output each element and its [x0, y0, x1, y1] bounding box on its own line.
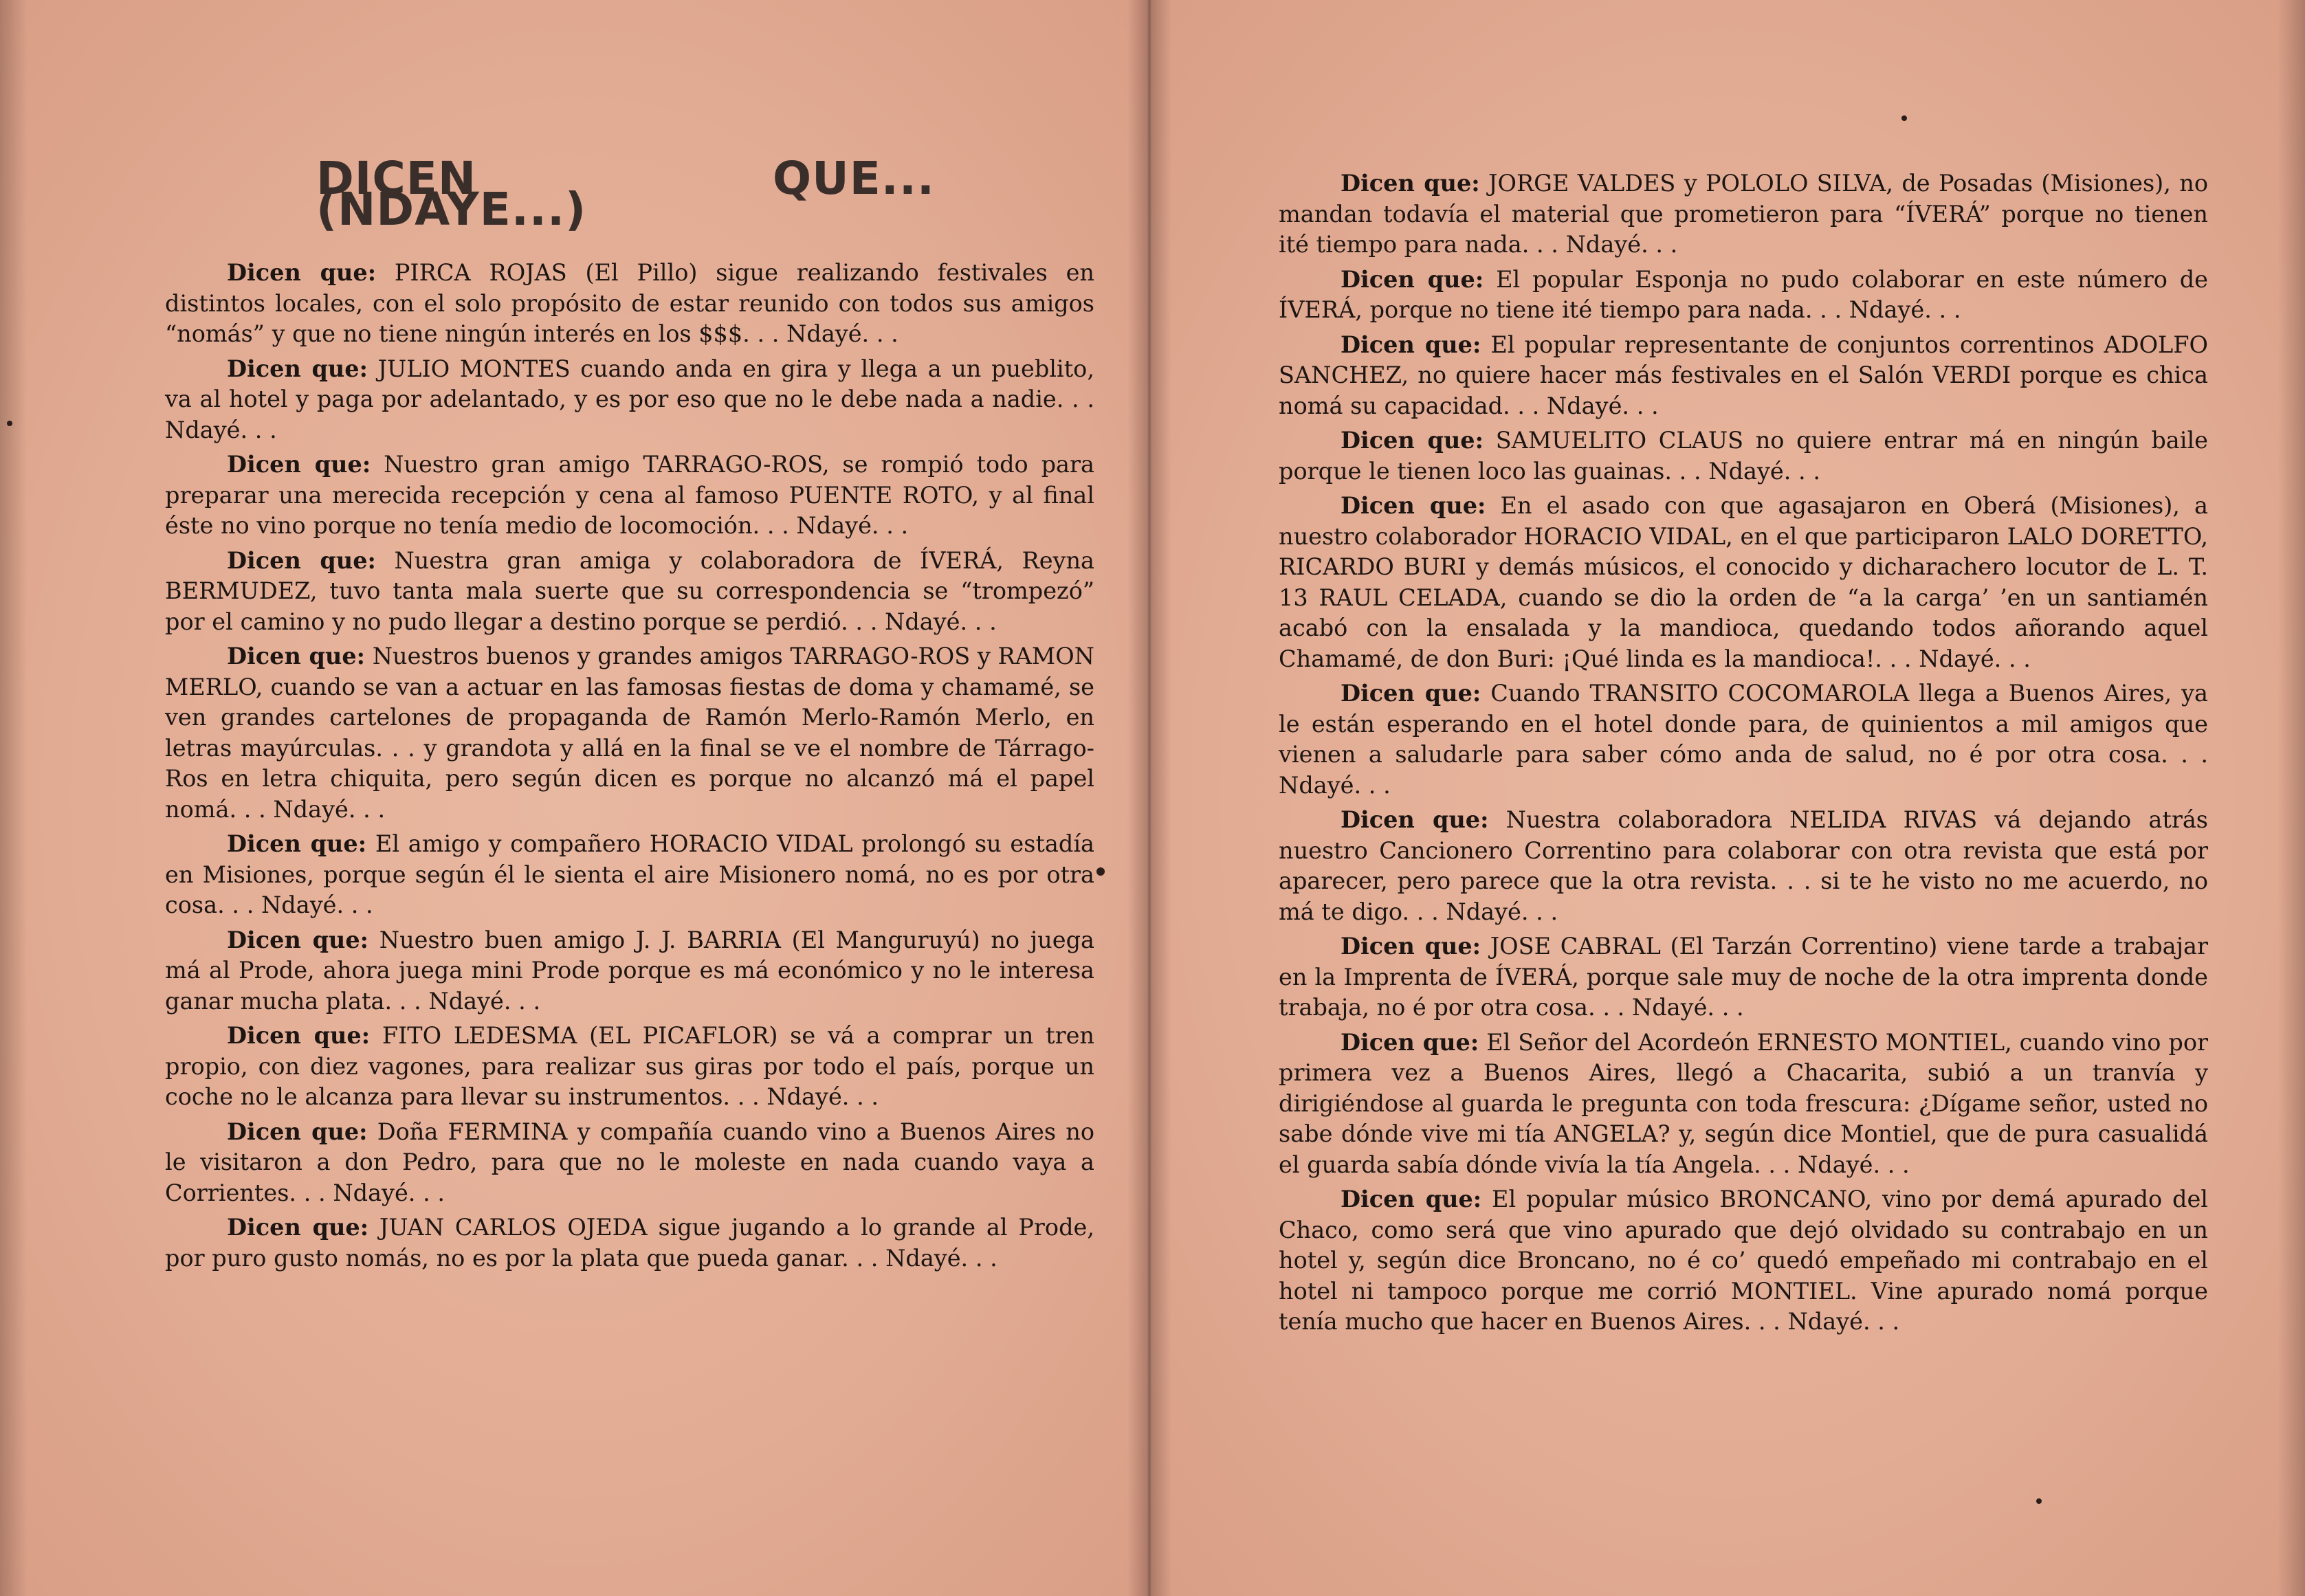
page-title: DICEN QUE... (NDAYE...) [316, 152, 935, 236]
entry-broncano [1279, 1184, 2208, 1338]
entry-lead: Dicen que: [1341, 427, 1484, 454]
entry-lead: Dicen que: [1341, 680, 1481, 707]
ink-speck [1901, 115, 1907, 121]
entry-text: JOSE CABRAL (El Tarzán Correntino) viene tarde a trabajar en la Imprenta de ÍVERÁ, porque sale muy de noche de la otra imprenta donde trabaja, no é por otra cosa. . . Ndayé. . . [1279, 933, 2208, 1021]
entry-text: Nuestro buen amigo J. J. BARRIA (El Manguruyú) no juega má al Prode, ahora juega mini Prode porque es má económico y no le interesa ganar mucha plata. . . Ndayé. . . [165, 926, 1095, 1015]
entry-fito-ledesma [165, 1021, 1094, 1113]
entry-lead: Dicen que: [227, 1022, 371, 1049]
entry-text: SAMUELITO CLAUS no quiere entrar má en ningún baile porque le tienen loco las guainas. . . Ndayé. . . [1279, 427, 2209, 485]
entry-tarrago-ros-recepcion [165, 450, 1094, 542]
entry-text: Doña FERMINA y compañía cuando vino a Buenos Aires no le visitaron a don Pedro, para que no le moleste en nada cuando vaya a Corrientes. . . Ndayé. . . [165, 1118, 1094, 1206]
entry-text: El popular Esponja no pudo colaborar en este número de ÍVERÁ, porque no tiene ité tiempo para nada. . . Ndayé. . . [1279, 265, 2209, 323]
entry-lead: Dicen que: [1341, 170, 1480, 197]
entry-lead: Dicen que: [227, 259, 377, 286]
entry-cocomarola [1279, 678, 2208, 801]
entry-samuelito-claus [1279, 425, 2208, 487]
ink-speck [2036, 1498, 2042, 1504]
entry-lead: Dicen que: [1341, 265, 1484, 293]
entry-jose-cabral [1279, 931, 2208, 1023]
entry-lead: Dicen que: [1341, 1028, 1479, 1056]
entry-text: Nuestra gran amiga y colaboradora de ÍVERÁ, Reyna BERMUDEZ, tuvo tanta mala suerte que su correspondencia se “trompezó” por el camino y no pudo llegar a destino porque se perdió. . . Ndayé. . . [165, 546, 1095, 635]
right-entries [1279, 168, 2208, 1342]
entry-reyna-bermudez [165, 546, 1094, 638]
entry-esponja [1279, 265, 2208, 326]
entry-lead: Dicen que: [1341, 806, 1489, 833]
entry-tarrago-ros-merlo [165, 641, 1094, 825]
entry-text: PIRCA ROJAS (El Pillo) sigue realizando festivales en distintos locales, con el solo propósito de estar reunido con todos sus amigos “nomás” y que no tiene ningún interés en los $$$. . . Ndayé. . . [165, 259, 1094, 347]
entry-text: El popular músico BRONCANO, vino por demá apurado del Chaco, como será que vino apurado que dejó olvidado su contrabajo en un hotel y, según dice Broncano, no é co’ quedó empeñado mi contrabajo en el hotel ni tampoco porque me corrió MONTIEL. Vine apurado nomá porque tenía mucho que hacer en Buenos Aires. . . Ndayé. . . [1279, 1186, 2209, 1335]
entry-lead: Dicen que: [1341, 492, 1486, 519]
entry-horacio-vidal [165, 829, 1094, 921]
entry-lead: Dicen que: [227, 643, 366, 669]
entry-adolfo-sanchez [1279, 330, 2208, 422]
entry-text: El amigo y compañero HORACIO VIDAL prolongó su estadía en Misiones, porque según él le sienta el aire Misionero nomá, no es por otra cosa. . . Ndayé. . . [165, 830, 1095, 918]
entry-text: El Señor del Acordeón ERNESTO MONTIEL, cuando vino por primera vez a Buenos Aires, llegó a Chacarita, subió a un tranvía y dirigiéndose al guarda le pregunta con toda frescura: ¿Dígame señor, usted no sabe dónde vive mi tía ANGELA? y, según dice Montiel, que de pura casualidá el guarda sabía dónde vivía la tía Angela. . . Ndayé. . . [1279, 1028, 2208, 1178]
entry-lead: Dicen que: [227, 830, 367, 857]
ink-speck [7, 421, 12, 426]
entry-lead: Dicen que: [227, 1118, 368, 1145]
entry-nelida-rivas [1279, 805, 2208, 927]
entry-lead: Dicen que: [227, 926, 369, 953]
entry-lead: Dicen que: [1341, 1186, 1482, 1212]
entry-text: FITO LEDESMA (EL PICAFLOR) se vá a comprar un tren propio, con diez vagones, para realizar sus giras por todo el país, porque un coche no le alcanza para llevar su instrumentos. . . Ndayé. . . [165, 1022, 1094, 1110]
entry-lead: Dicen que: [227, 451, 371, 478]
left-entries [165, 258, 1094, 1278]
entry-barria [165, 925, 1094, 1017]
ink-speck [1096, 867, 1105, 876]
entry-lead: Dicen que: [227, 355, 368, 382]
entry-text: Nuestra colaboradora NELIDA RIVAS vá dejando atrás nuestro Cancionero Correntino para colaborar con otra revista que está por aparecer, pero parece que la otra revista. . . si te he visto no me acuerdo, no má te digo. . . Ndayé. . . [1279, 806, 2208, 925]
entry-text: JORGE VALDES y POLOLO SILVA, de Posadas (Misiones), no mandan todavía el material que prometieron para “ÍVERÁ” porque no tienen ité tiempo para nada. . . Ndayé. . . [1279, 170, 2208, 258]
entry-lead: Dicen que: [1341, 933, 1481, 960]
entry-lead: Dicen que: [227, 1214, 369, 1241]
page-edge-shadow [0, 0, 27, 1596]
entry-juan-carlos-ojeda [165, 1212, 1094, 1274]
left-page [0, 0, 1149, 1596]
entry-text: JULIO MONTES cuando anda en gira y llega a un pueblito, va al hotel y paga por adelantado, y es por eso que no le debe nada a nadie. . . Ndayé. . . [165, 355, 1095, 443]
entry-asado-obera [1279, 491, 2208, 674]
entry-ernesto-montiel [1279, 1028, 2208, 1181]
entry-valdes-silva [1279, 168, 2208, 261]
entry-text: Nuestros buenos y grandes amigos TARRAGO-ROS y RAMON MERLO, cuando se van a actuar en las famosas fiestas de doma y chamamé, se ven grandes cartelones de propaganda de Ramón Merlo-Ramón Merlo, en letras mayúrculas. . . y grandota y allá en la final se ve el nombre de Tárrago-Ros en letra chiquita, pero según dicen es porque no alcanzó má el papel nomá. . . Ndayé. . . [165, 643, 1094, 823]
entry-text: JUAN CARLOS OJEDA sigue jugando a lo grande al Prode, por puro gusto nomás, no es por la plata que pueda ganar. . . Ndayé. . . [165, 1214, 1094, 1272]
entry-text: El popular representante de conjuntos correntinos ADOLFO SANCHEZ, no quiere hacer más festivales en el Salón VERDI porque es chica nomá su capacidad. . . Ndayé. . . [1279, 331, 2209, 419]
right-page [1149, 0, 2305, 1596]
entry-lead: Dicen que: [227, 546, 376, 574]
entry-pirca-rojas [165, 258, 1094, 350]
entry-fermina [165, 1117, 1094, 1209]
page-edge-shadow [2278, 0, 2305, 1596]
entry-julio-montes [165, 354, 1094, 446]
entry-text: Cuando TRANSITO COCOMAROLA llega a Buenos Aires, ya le están esperando en el hotel donde para, de quinientos a mil amigos que vienen a saludarle para saber cómo anda de salud, no é por otra cosa. . . Ndayé. . . [1279, 680, 2208, 799]
entry-text: En el asado con que agasajaron en Oberá (Misiones), a nuestro colaborador HORACIO VIDAL, en el que participaron LALO DORETTO, RICARDO BURI y demás músicos, el conocido y dicharachero locutor de L. T. 13 RAUL CELADA, cuando se dio la orden de “a la carga’ ’en un santiamén acabó con la ensalada y la mandioca, quedando todos añorando aquel Chamamé, de don Buri: ¡Qué linda es la mandioca!. . . Ndayé. . . [1279, 492, 2208, 672]
entry-text: Nuestro gran amigo TARRAGO-ROS, se rompió todo para preparar una merecida recepción y cena al famoso PUENTE ROTO, y al final éste no vino porque no tenía medio de locomoción. . . Ndayé. . . [165, 451, 1095, 539]
entry-lead: Dicen que: [1341, 331, 1481, 358]
